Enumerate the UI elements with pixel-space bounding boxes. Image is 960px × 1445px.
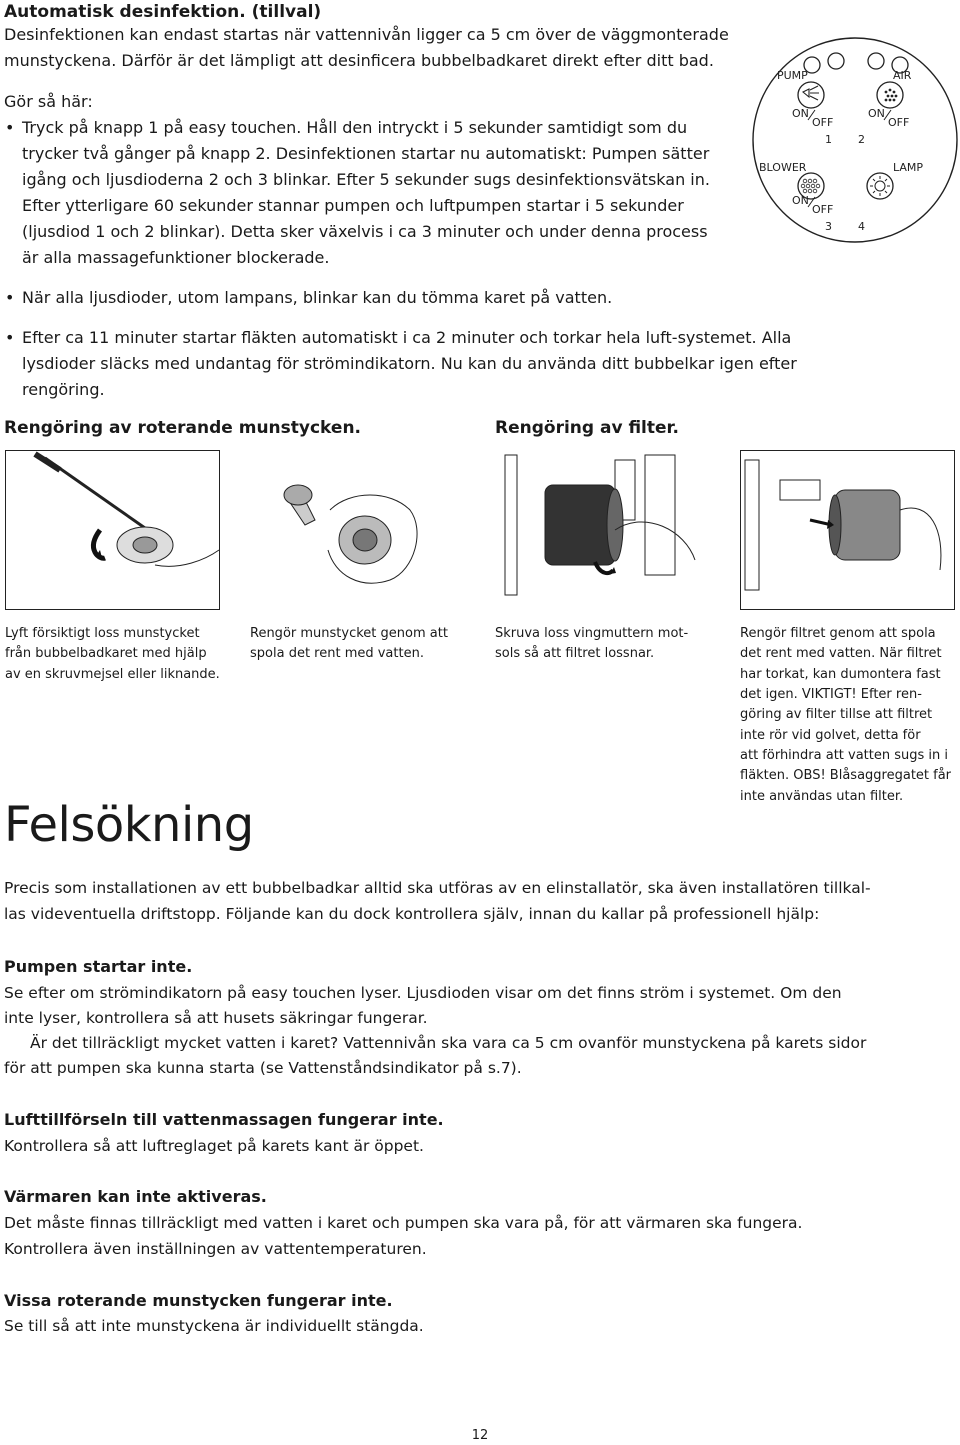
- bullet3-line-1: Efter ca 11 minuter startar fläkten automatiskt i ca 2 minuter och torkar hela luft-systemet. Alla: [22, 328, 792, 347]
- nozzle-removal-illustration: [5, 450, 220, 610]
- caption-4-line-6: inte rör vid golvet, detta för: [740, 728, 921, 743]
- nozzle-rinse-illustration: [250, 450, 465, 610]
- caption-4-line-3: har torkat, kan dumontera fast: [740, 667, 941, 682]
- pump-issue-title: Pumpen startar inte.: [4, 957, 193, 976]
- caption-2-line-1: Rengör munstycket genom att: [250, 626, 448, 641]
- filter-cleaning-title: Rengöring av filter.: [495, 418, 679, 438]
- button-circle: [868, 53, 884, 69]
- bullet1-line-6: är alla massagefunktioner blockerade.: [22, 248, 330, 267]
- ts-intro-line-2: las videventuella driftstopp. Följande kan du dock kontrollera själv, innan du kallar på professionell hjälp:: [4, 905, 820, 923]
- heater-issue-line-1: Det måste finnas tillräckligt med vatten i karet och pumpen ska vara på, för att värmaren ska fungera.: [4, 1214, 803, 1232]
- bullet-marker: •: [5, 288, 15, 307]
- pump-issue-line-4: för att pumpen ska kunna starta (se Vattenståndsindikator på s.7).: [4, 1059, 522, 1077]
- disinfection-intro-line-2: munstyckena. Därför är det lämpligt att desinficera bubbelbadkaret direkt efter ditt bad.: [4, 51, 714, 70]
- caption-4-line-8: fläkten. OBS! Blåsaggregatet får: [740, 768, 952, 783]
- on-label: ON: [868, 107, 885, 120]
- bullet2-line-1: När alla ljusdioder, utom lampans, blinkar kan du tömma karet på vatten.: [22, 288, 613, 307]
- how-to-label: Gör så här:: [4, 92, 93, 111]
- bullet-marker: •: [5, 328, 15, 347]
- caption-4-line-1: Rengör filtret genom att spola: [740, 626, 936, 641]
- pump-issue-line-2: inte lyser, kontrollera så att husets säkringar fungerar.: [4, 1009, 428, 1027]
- heater-issue-title: Värmaren kan inte aktiveras.: [4, 1187, 267, 1206]
- nozzles-cleaning-title: Rengöring av roterande munstycken.: [4, 418, 361, 438]
- off-label: OFF: [888, 116, 910, 129]
- pump-issue-line-3: Är det tillräckligt mycket vatten i karet? Vattennivån ska vara ca 5 cm ovanför munstyckena på karets sidor: [30, 1034, 867, 1052]
- blower-label: BLOWER: [759, 161, 807, 174]
- on-label: ON: [792, 194, 809, 207]
- caption-4-line-7: att förhindra att vatten sugs in i: [740, 748, 949, 763]
- caption-1-line-2: från bubbelbadkaret med hjälp: [5, 646, 207, 661]
- button-number-1: 1: [825, 133, 832, 146]
- pump-issue-line-1: Se efter om strömindikatorn på easy touchen lyser. Ljusdioden visar om det finns ström i systemet. Om den: [4, 984, 842, 1002]
- lamp-label: LAMP: [893, 161, 924, 174]
- caption-1-line-3: av en skruvmejsel eller liknande.: [5, 667, 220, 682]
- button-number-4: 4: [858, 220, 865, 233]
- bullet1-line-5: (ljusdiod 1 och 2 blinkar). Detta sker växelvis i ca 3 minuter och under denna process: [22, 222, 708, 241]
- troubleshooting-title: Felsökning: [4, 797, 254, 853]
- ts-intro-line-1: Precis som installationen av ett bubbelbadkar alltid ska utföras av en elinstallatör, ska även installatören tillkal-: [4, 879, 871, 897]
- off-label: OFF: [812, 116, 834, 129]
- air-issue-title: Lufttillförseln till vattenmassagen fungerar inte.: [4, 1110, 444, 1129]
- caption-3-line-2: sols så att filtret lossnar.: [495, 646, 655, 661]
- air-icon: [877, 82, 903, 108]
- button-circle: [828, 53, 844, 69]
- heater-issue-line-2: Kontrollera även inställningen av vattentemperaturen.: [4, 1240, 427, 1258]
- nozzle-issue-title: Vissa roterande munstycken fungerar inte.: [4, 1291, 393, 1310]
- pump-icon: [798, 82, 824, 108]
- bullet1-line-1: Tryck på knapp 1 på easy touchen. Håll den intryckt i 5 sekunder samtidigt som du: [22, 118, 688, 137]
- caption-4-line-5: göring av filter tillse att filtret: [740, 707, 933, 722]
- caption-4-line-4: det igen. VIKTIGT! Efter ren-: [740, 687, 922, 702]
- bullet3-line-3: rengöring.: [22, 380, 105, 399]
- caption-4-line-2: det rent med vatten. När filtret: [740, 646, 942, 661]
- caption-1-line-1: Lyft försiktigt loss munstycket: [5, 626, 200, 641]
- bullet-marker: •: [5, 118, 15, 137]
- bullet3-line-2: lysdioder släcks med undantag för strömindikatorn. Nu kan du använda ditt bubbelkar igen efter: [22, 354, 797, 373]
- control-panel-illustration: [750, 28, 960, 253]
- caption-4-line-9: inte användas utan filter.: [740, 789, 904, 804]
- caption-3-line-1: Skruva loss vingmuttern mot-: [495, 626, 689, 641]
- bullet1-line-2: trycker två gånger på knapp 2. Desinfektionen startar nu automatiskt: Pumpen sätter: [22, 144, 710, 163]
- filter-rinse-illustration: [740, 450, 955, 610]
- bullet1-line-3: igång och ljusdioderna 2 och 3 blinkar. Efter 5 sekunder sugs desinfektionsvätskan in.: [22, 170, 710, 189]
- disinfection-intro-line-1: Desinfektionen kan endast startas när vattennivån ligger ca 5 cm över de väggmonterade: [4, 25, 729, 44]
- caption-2-line-2: spola det rent med vatten.: [250, 646, 424, 661]
- nozzle-issue-line-1: Se till så att inte munstyckena är individuellt stängda.: [4, 1317, 424, 1335]
- on-label: ON: [792, 107, 809, 120]
- button-number-3: 3: [825, 220, 832, 233]
- bullet1-line-4: Efter ytterligare 60 sekunder stannar pumpen och luftpumpen startar i 5 sekunder: [22, 196, 684, 215]
- wing-nut-illustration: [495, 450, 710, 610]
- air-issue-line-1: Kontrollera så att luftreglaget på karets kant är öppet.: [4, 1137, 424, 1155]
- button-number-2: 2: [858, 133, 865, 146]
- pump-label: PUMP: [777, 69, 808, 82]
- air-label: AIR: [893, 69, 912, 82]
- disinfection-title: Automatisk desinfektion. (tillval): [4, 2, 322, 22]
- page-number: 12: [471, 1428, 489, 1443]
- off-label: OFF: [812, 203, 834, 216]
